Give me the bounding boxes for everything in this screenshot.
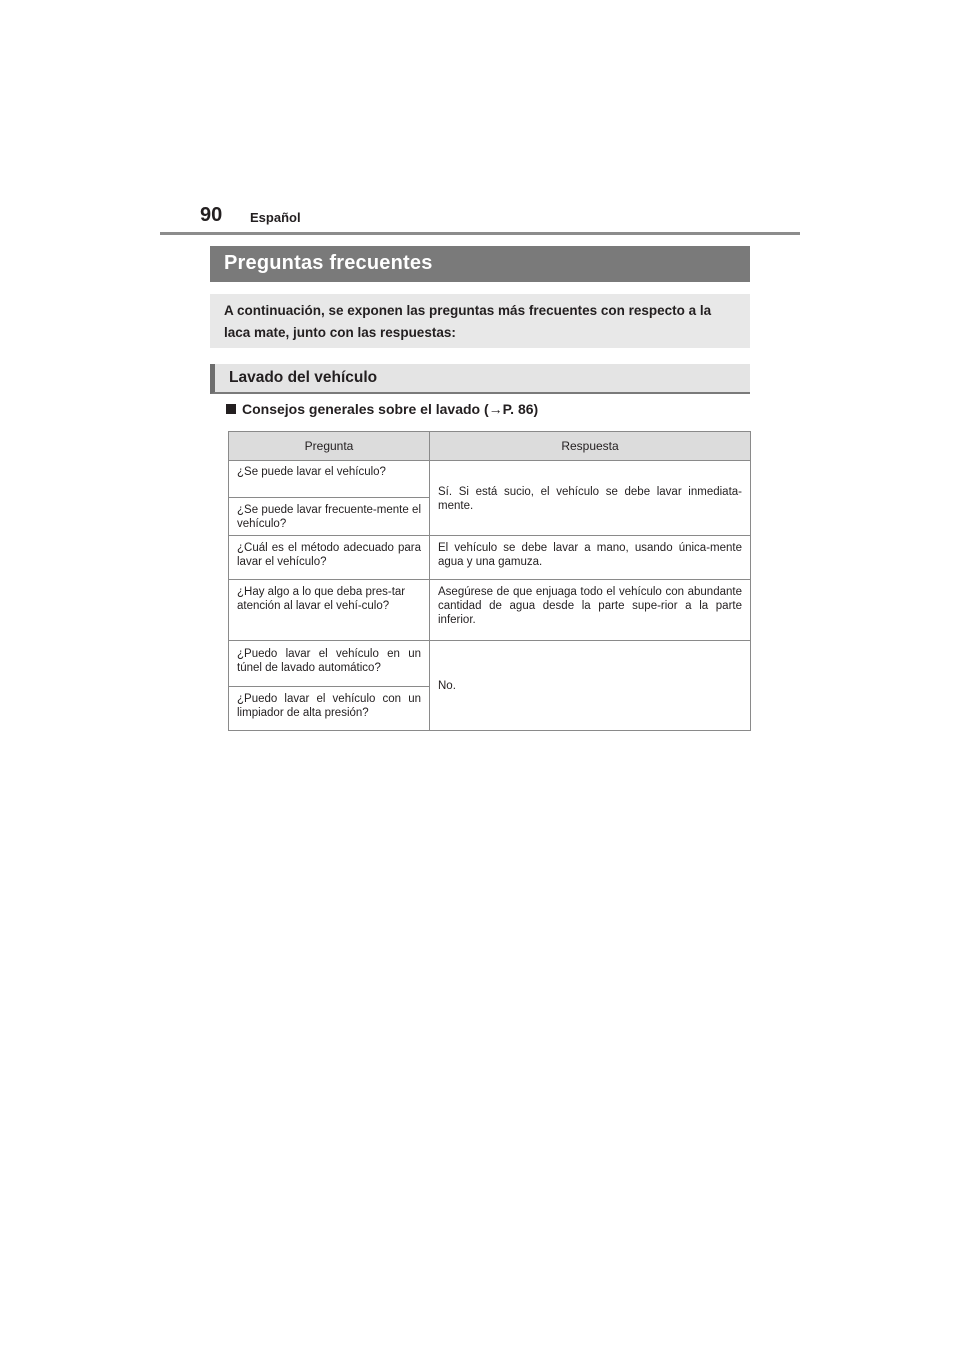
header-language-label: Español [250, 210, 301, 225]
column-header-question: Pregunta [229, 432, 430, 461]
bullet-square-icon [226, 404, 236, 414]
page-number: 90 [200, 204, 223, 226]
header-divider [160, 232, 800, 235]
subsection-title: Lavado del vehículo [210, 364, 750, 394]
intro-text: A continuación, se exponen las preguntas más frecuentes con respecto a la laca mate, junto con las respuestas: [210, 294, 750, 348]
bullet-heading-text: Consejos generales sobre el lavado (→P. 86) [242, 401, 539, 417]
table-header-row [229, 432, 751, 461]
answer-cell: No. [430, 641, 751, 731]
faq-table [228, 431, 751, 731]
table-row [229, 461, 751, 498]
question-cell: ¿Se puede lavar frecuente-mente el vehículo? [229, 498, 430, 536]
table-row [229, 580, 751, 641]
answer-cell: Sí. Si está sucio, el vehículo se debe lavar inmediata-mente. [430, 461, 751, 536]
question-cell: ¿Cuál es el método adecuado para lavar el vehículo? [229, 536, 430, 580]
answer-cell: El vehículo se debe lavar a mano, usando única-mente agua y una gamuza. [430, 536, 751, 580]
answer-cell: Asegúrese de que enjuaga todo el vehículo con abundante cantidad de agua desde la parte supe-rior a la parte inferior. [430, 580, 751, 641]
section-title: Preguntas frecuentes [210, 246, 750, 282]
question-cell: ¿Hay algo a lo que deba pres-tar atención al lavar el vehí-culo? [229, 580, 430, 641]
table-row [229, 536, 751, 580]
page-header [160, 204, 800, 236]
question-cell: ¿Se puede lavar el vehículo? [229, 461, 430, 498]
question-cell: ¿Puedo lavar el vehículo en un túnel de lavado automático? [229, 641, 430, 687]
question-cell: ¿Puedo lavar el vehículo con un limpiador de alta presión? [229, 687, 430, 731]
column-header-answer: Respuesta [430, 432, 751, 461]
table-row [229, 641, 751, 687]
bullet-heading [226, 401, 538, 417]
